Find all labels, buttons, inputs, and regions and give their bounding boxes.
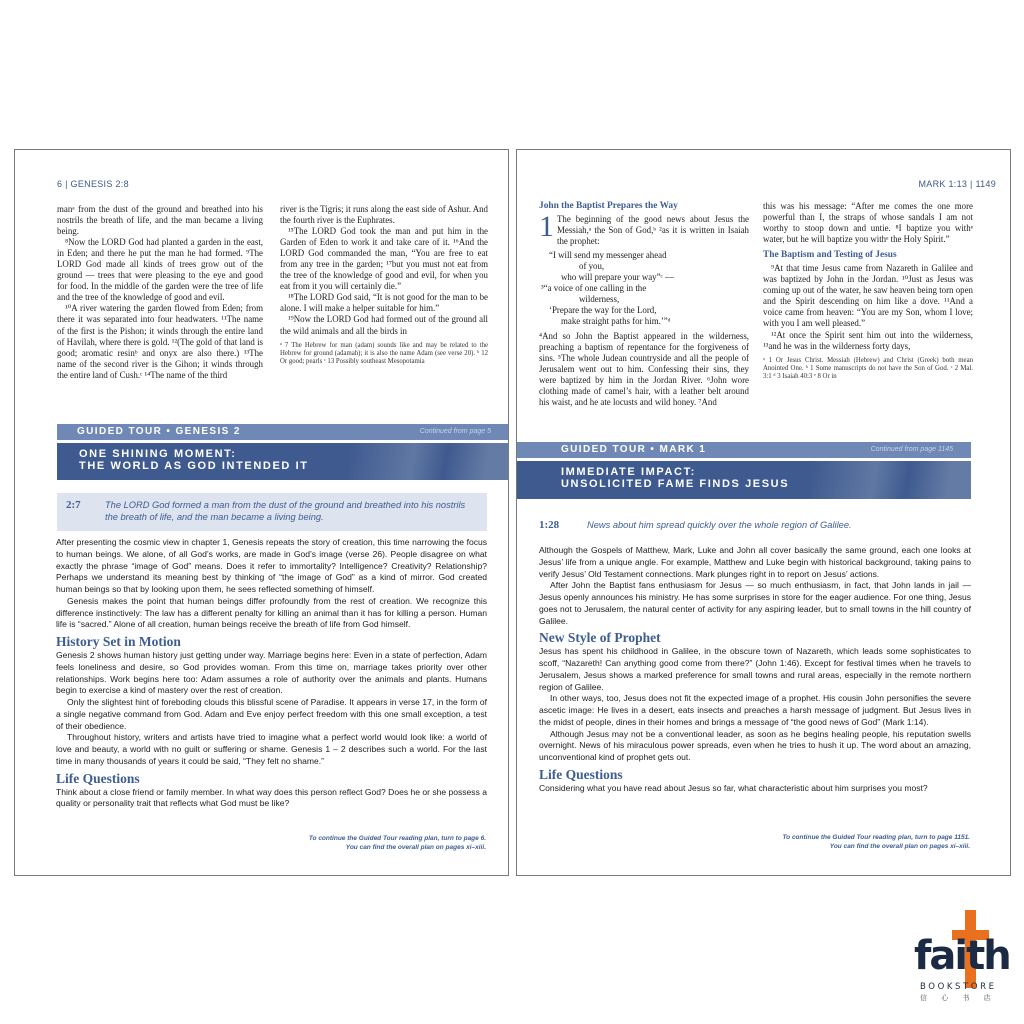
guided-tour-body bbox=[539, 545, 971, 795]
tour-title-line-1: IMMEDIATE IMPACT: bbox=[561, 466, 696, 478]
continued-note: Continued from page 1145 bbox=[870, 446, 953, 453]
scripture-column-1 bbox=[539, 201, 749, 408]
key-verse-text: The LORD God formed a man from the dust of the ground and breathed into his nostrils the breath of life, and the man became a living being. bbox=[105, 500, 466, 522]
section-heading-life-questions: Life Questions bbox=[56, 770, 140, 786]
verse-paragraph: ¹⁹Now the LORD God had formed out of the ground all the wild animals and all the birds in bbox=[280, 314, 488, 336]
footnotes: ᵃ 7 The Hebrew for man (adam) sounds like and may be related to the Hebrew for ground (adamah); it is also the name Adam (see verse 20). ᵇ 12 Or good; pearls ᶜ 13 Possibly southeast Mesopotamia bbox=[280, 341, 488, 366]
reading-plan-line-2: You can find the overall plan on pages xi–xiii. bbox=[345, 844, 486, 851]
poem-line: of you, bbox=[579, 261, 605, 272]
verse-paragraph: river is the Tigris; it runs along the east side of Ashur. And the fourth river is the Euphrates. bbox=[280, 204, 488, 226]
continued-note: Continued from page 5 bbox=[419, 428, 491, 435]
body-paragraph: Although the Gospels of Matthew, Mark, Luke and John all cover basically the same ground, each one looks at Jesus’ life from a unique angle. For example, Matthew and Luke begin with historical background, taking pains to verify Jesus’ Old Testament connections. Mark plunges right in to report on Jesus’ actions. bbox=[539, 545, 971, 579]
body-paragraph: After John the Baptist fans enthusiasm for Jesus — so much enthusiasm, in fact, that John lands in jail — Jesus openly announces his ministry. He has some surprises in store for the eager audience. For one thing, Jesus goes not to Jerusalem, the natural center of activity for any aspiring leader, but to small towns in the hill country of Galilee. bbox=[539, 580, 971, 626]
body-paragraph: Throughout history, writers and artists have tried to imagine what a perfect world would look like: a world of love and beauty, a world with no guilt or suffering or shame. Genesis 1 – 2 describes such a world. For the last time in many thousands of years it could be said, “They felt no shame.” bbox=[56, 732, 487, 766]
running-head: 6 | GENESIS 2:8 bbox=[57, 179, 129, 189]
reading-plan-line-1: To continue the Guided Tour reading plan, turn to page 1151. bbox=[782, 834, 970, 841]
verse-paragraph: this was his message: “After me comes the one more powerful than I, the straps of whose sandals I am not worthy to stoop down and untie. ⁸I baptize you withᵉ water, but he will baptize you withᵉ the Holy Spirit.” bbox=[763, 201, 973, 245]
body-paragraph: After presenting the cosmic view in chapter 1, Genesis repeats the story of creation, this time narrowing the focus to human beings. We alone, of all God’s works, are made in God’s image (verse 26). People disagree on what exactly the phrase “image of God” means. Does it refer to immortality? Intelligence? Creativity? Relationship? Perhaps we understand its meaning best by thinking of “the image of God” as a kind of mirror. God created human beings so that by looking upon them, he sees reflected something of himself. bbox=[56, 537, 487, 594]
section-heading-new-style: New Style of Prophet bbox=[539, 630, 661, 646]
footnotes: ᵃ 1 Or Jesus Christ. Messiah (Hebrew) and Christ (Greek) both mean Anointed One. ᵇ 1 Some manuscripts do not have the Son of God. ᶜ 2 Mal. 3:1 ᵈ 3 Isaiah 40:3 ᵉ 8 Or in bbox=[763, 356, 973, 381]
section-title-baptism: The Baptism and Testing of Jesus bbox=[763, 250, 897, 261]
logo-wordmark: faith bbox=[914, 933, 1010, 979]
scripture-column-2 bbox=[280, 204, 488, 367]
decorative-stripe bbox=[811, 461, 971, 499]
poem-line: ‘Prepare the way for the Lord, bbox=[549, 305, 657, 316]
section-heading-history: History Set in Motion bbox=[56, 634, 181, 649]
logo-subtitle: BOOKSTORE bbox=[920, 982, 997, 992]
guided-tour-label: GUIDED TOUR • MARK 1 bbox=[561, 444, 707, 455]
body-paragraph: Jesus has spent his childhood in Galilee, in the obscure town of Nazareth, which leads some sophisticates to scoff, “Nazareth! Can anything good come from there?” (John 1:46). Except for festival times when he travels to Jerusalem, Jesus shows a marked preference for small towns and rural areas, especially in the remote northern region of Galilee. bbox=[539, 646, 971, 692]
chapter-number: 1 bbox=[539, 210, 554, 244]
logo-chinese: 信 心 书 店 bbox=[920, 994, 997, 1002]
guided-tour-bar bbox=[517, 442, 971, 458]
tour-title-line-1: ONE SHINING MOMENT: bbox=[79, 448, 237, 460]
reading-plan-line-1: To continue the Guided Tour reading plan, turn to page 6. bbox=[308, 835, 486, 842]
key-verse-text: News about him spread quickly over the whole region of Galilee. bbox=[587, 520, 852, 530]
reading-plan-note bbox=[186, 834, 486, 852]
verse-paragraph: The beginning of the good news about Jesus the Messiah,ᵃ the Son of God,ᵇ ²as it is written in Isaiah the prophet: bbox=[557, 214, 749, 247]
verse-paragraph: ¹²At once the Spirit sent him out into the wilderness, ¹³and he was in the wilderness forty days, bbox=[763, 329, 973, 351]
poem-line: who will prepare your way”ᶜ — bbox=[561, 272, 674, 283]
running-head: MARK 1:13 | 1149 bbox=[918, 179, 996, 189]
decorative-stripe bbox=[349, 443, 509, 480]
guided-tour-title bbox=[517, 461, 971, 499]
verse-paragraph: ⁹At that time Jesus came from Nazareth in Galilee and was baptized by John in the Jordan. ¹⁰Just as Jesus was coming up out of the water, he saw heaven being torn open and the Spirit descending on him like a dove. ¹¹And a voice came from heaven: “You are my Son, whom I love; with you I am well pleased.” bbox=[763, 263, 973, 329]
key-verse-ref: 1:28 bbox=[539, 519, 560, 531]
key-verse-box bbox=[57, 493, 487, 531]
verse-paragraph: ¹⁰A river watering the garden flowed from Eden; from there it was separated into four headwaters. ¹¹The name of the first is the Pishon; it winds through the entire land of Havilah, where there is gold. ¹²(The gold of that land is good; aromatic resinᵇ and onyx are also there.) ¹³The name of the second river is the Gihon; it winds through the entire land of Cush.ᶜ ¹⁴The name of the third bbox=[57, 303, 263, 380]
right-page bbox=[516, 149, 1011, 876]
guided-tour-label: GUIDED TOUR • GENESIS 2 bbox=[77, 426, 241, 437]
guided-tour-body bbox=[56, 537, 487, 810]
body-paragraph: In other ways, too, Jesus does not fit the expected image of a prophet. His cousin John personifies the severe ascetic image: He lives in a desert, eats insects and preaches a harsh message of judgment. But Jesus lives in the midst of people, dines in their homes and brings a message of “the good news of God” (Mark 1:14). bbox=[539, 693, 971, 727]
scripture-column-2 bbox=[763, 201, 973, 382]
faith-bookstore-logo bbox=[910, 908, 1010, 1018]
body-paragraph: Considering what you have read about Jesus so far, what characteristic about him surprises you most? bbox=[539, 782, 928, 793]
tour-title-line-2: THE WORLD AS GOD INTENDED IT bbox=[79, 460, 309, 472]
left-page bbox=[14, 149, 509, 876]
poem-line: “I will send my messenger ahead bbox=[549, 250, 667, 261]
body-paragraph: Only the slightest hint of foreboding clouds this blissful scene of Paradise. It appears in verse 17, in the form of a single negative command from God. Adam and Eve enjoy perfect freedom with this one small exception, a test of their obedience. bbox=[56, 697, 487, 731]
verse-paragraph: ⁴And so John the Baptist appeared in the wilderness, preaching a baptism of repentance for the forgiveness of sins. ⁵The whole Judean countryside and all the people of Jerusalem went out to him. Confessing their sins, they were baptized by him in the Jordan River. ⁶John wore clothing made of camel’s hair, with a leather belt around his waist, and he ate locusts and wild honey. ⁷And bbox=[539, 330, 749, 407]
body-paragraph: Genesis makes the point that human beings differ profoundly from the rest of creation. We recognize this difference instinctively: The law has a different penalty for killing an animal than it has for killing a person. Human life is “sacred.” Alone of all creation, human beings receive the breath of life from God himself. bbox=[56, 595, 487, 630]
scripture-column-1 bbox=[57, 204, 263, 381]
key-verse-ref: 2:7 bbox=[66, 499, 81, 511]
section-title-john-baptist: John the Baptist Prepares the Way bbox=[539, 201, 678, 211]
guided-tour-bar bbox=[57, 424, 509, 440]
poem-line: make straight paths for him.’”ᵈ bbox=[561, 316, 671, 327]
poem-line: wilderness, bbox=[579, 294, 620, 305]
verse-paragraph: manᵃ from the dust of the ground and breathed into his nostrils the breath of life, and the man became a living being. bbox=[57, 204, 263, 237]
reading-plan-note bbox=[670, 833, 970, 851]
verse-paragraph: ⁸Now the LORD God had planted a garden in the east, in Eden; and there he put the man he had formed. ⁹The LORD God made all kinds of trees grow out of the ground — trees that were pleasing to the eye and good for food. In the middle of the garden were the tree of life and the tree of the knowledge of good and evil. bbox=[57, 237, 263, 303]
reading-plan-line-2: You can find the overall plan on pages xi–xiii. bbox=[829, 843, 970, 850]
body-paragraph: Think about a close friend or family member. In what way does this person reflect God? Does he or she possess a quality or personality trait that reflects what God must be like? bbox=[56, 786, 487, 809]
verse-paragraph: ¹⁵The LORD God took the man and put him in the Garden of Eden to work it and take care of it. ¹⁶And the LORD God commanded the man, “You are free to eat from any tree in the garden; ¹⁷but you must not eat from the tree of the knowledge of good and evil, for when you eat from it you will certainly die.” bbox=[280, 226, 488, 292]
poem-quote bbox=[539, 250, 749, 327]
body-paragraph: Although Jesus may not be a conventional leader, as soon as he begins healing people, his reputation swells overnight. News of his miraculous power spreads, even when he tries to hush it up. The word about an amazing, unconventional kind of prophet gets out. bbox=[539, 728, 971, 762]
tour-title-line-2: UNSOLICITED FAME FINDS JESUS bbox=[561, 478, 790, 490]
key-verse-box bbox=[533, 513, 973, 533]
section-heading-life-questions: Life Questions bbox=[539, 766, 623, 782]
guided-tour-title bbox=[57, 443, 509, 480]
body-paragraph: Genesis 2 shows human history just getting under way. Marriage begins here: Even in a state of perfection, Adam feels loneliness and desire, so God provides woman. From this time on, marriage takes priority over other relationships. Work begins here too: Adam assumes a role of authority over the animals and plants. Humans begin to exercise a kind of mastery over the rest of creation. bbox=[56, 650, 487, 696]
poem-line: ³“a voice of one calling in the bbox=[541, 283, 647, 294]
verse-paragraph: ¹⁸The LORD God said, “It is not good for the man to be alone. I will make a helper suitable for him.” bbox=[280, 292, 488, 314]
